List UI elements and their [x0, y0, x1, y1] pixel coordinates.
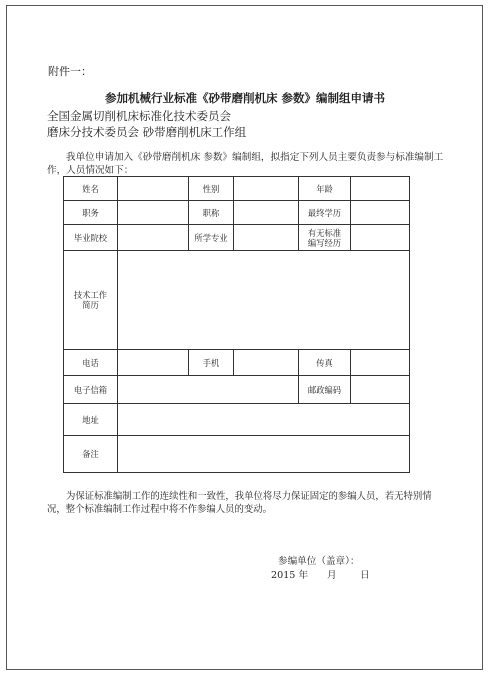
remarks-label: 备注: [64, 436, 118, 473]
table-row: [64, 225, 410, 251]
application-form-table: [63, 176, 410, 473]
table-row: [64, 201, 410, 225]
table-row: [64, 436, 410, 473]
document-title: 参加机械行业标准《砂带磨削机床 参数》编制组申请书: [104, 91, 385, 105]
position-label: 职务: [64, 201, 118, 225]
fax-label: 传真: [299, 350, 351, 376]
postcode-label: 邮政编码: [299, 376, 351, 404]
mobile-field[interactable]: [234, 350, 299, 376]
resume-label: [64, 251, 118, 350]
school-field[interactable]: [118, 225, 189, 251]
gender-field[interactable]: [234, 177, 299, 201]
age-label: 年龄: [299, 177, 351, 201]
name-label: 姓名: [64, 177, 118, 201]
attachment-label: 附件一：: [48, 65, 92, 78]
experience-field[interactable]: [351, 225, 410, 251]
experience-label: [299, 225, 351, 251]
phone-label: 电话: [64, 350, 118, 376]
school-label: 毕业院校: [64, 225, 118, 251]
mobile-label: 手机: [189, 350, 234, 376]
resume-label-line1: 技术工作: [73, 290, 108, 300]
signature-date: [271, 567, 370, 581]
age-field[interactable]: [351, 177, 410, 201]
title-field[interactable]: [234, 201, 299, 225]
position-field[interactable]: [118, 201, 189, 225]
signature-day: 日: [360, 570, 370, 581]
closing-paragraph: 为保证标准编制工作的连续性和一致性，我单位将尽力保证固定的参编人员，若无特别情况，整个标准编制工作过程中将不作参编人员的变动。: [47, 491, 432, 515]
remarks-field[interactable]: [118, 436, 410, 473]
table-row: [64, 350, 410, 376]
fax-field[interactable]: [351, 350, 410, 376]
email-field[interactable]: [118, 376, 299, 404]
committee-name: 全国金属切削机床标准化技术委员会: [47, 109, 231, 123]
signature-year: 2015 年: [271, 570, 309, 581]
address-field[interactable]: [118, 404, 410, 436]
experience-label-line1: 有无标准: [307, 227, 342, 238]
resume-field[interactable]: [118, 251, 410, 350]
postcode-field[interactable]: [351, 376, 410, 404]
phone-field[interactable]: [118, 350, 189, 376]
signature-month: 月: [327, 570, 337, 581]
title-label: 职称: [189, 201, 234, 225]
gender-label: 性别: [189, 177, 234, 201]
table-row: [64, 251, 410, 350]
table-row: [64, 376, 410, 404]
experience-label-line2: 编写经历: [307, 237, 342, 248]
table-row: [64, 177, 410, 201]
signature-unit-label: 参编单位（盖章）：: [278, 556, 360, 567]
table-row: [64, 404, 410, 436]
education-label: 最终学历: [299, 201, 351, 225]
address-label: 地址: [64, 404, 118, 436]
education-field[interactable]: [351, 201, 410, 225]
email-label: 电子信箱: [64, 376, 118, 404]
name-field[interactable]: [118, 177, 189, 201]
intro-paragraph: 我单位申请加入《砂带磨削机床 参数》编制组，拟指定下列人员主要负责参与标准编制工作，人员情况如下：: [47, 152, 444, 176]
major-label: 所学专业: [189, 225, 234, 251]
resume-label-line2: 简历: [82, 300, 99, 310]
major-field[interactable]: [234, 225, 299, 251]
subcommittee-name: 磨床分技术委员会 砂带磨削机床工作组: [47, 125, 247, 139]
